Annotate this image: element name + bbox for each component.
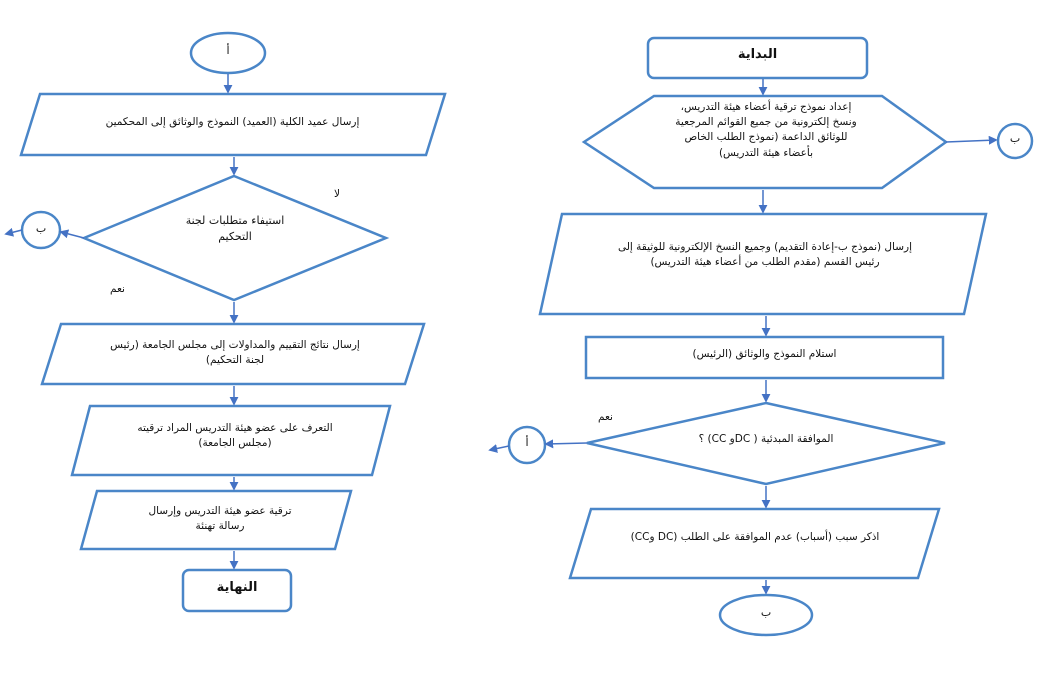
no-label: لا [334, 188, 340, 200]
send-dean-label: إرسال عميد الكلية (العميد) النموذج والوثائق إلى المحكمين [105, 116, 360, 128]
requirements-text [150, 213, 320, 245]
arrow-a-exit [490, 446, 509, 450]
identify-line: (مجلس الجامعة) [198, 437, 272, 450]
send-line: رئيس القسم (مقدم الطلب من أعضاء هيئة التدريس) [650, 256, 880, 269]
end-label: النهاية [216, 580, 258, 595]
arrow-b-exit [6, 230, 22, 234]
send-text [580, 240, 950, 270]
requirements-line: التحكيم [218, 229, 252, 243]
prepare-line: إعداد نموذج ترقية أعضاء هيئة التدريس، [680, 101, 852, 113]
yes-label-right: نعم [598, 411, 613, 423]
promote-line: ترقية عضو هيئة التدريس وإرسال [148, 505, 292, 517]
decision-label: الموافقة المبدئية ( DCو CC) ؟ [698, 433, 834, 445]
identify-line: التعرف على عضو هيئة التدريس المراد ترقيته [137, 422, 333, 434]
yes-label-left: نعم [110, 283, 125, 295]
promote-line: رسالة تهنئة [195, 520, 245, 533]
arrow-decision-b [61, 232, 84, 238]
results-text [55, 338, 415, 368]
receive-label: استلام النموذج والوثائق (الرئيس) [692, 348, 837, 360]
connector-a-left-label: أ [226, 44, 230, 57]
connector-b-left-label: ب [35, 222, 47, 235]
promote-text [95, 504, 345, 534]
prepare-line: بأعضاء هيئة التدريس) [718, 146, 814, 159]
connector-a-right-label: أ [525, 436, 529, 449]
connector-b-top-label: ب [1009, 132, 1021, 145]
requirements-line: استيفاء متطلبات لجنة [185, 214, 285, 227]
start-label: البداية [737, 47, 778, 62]
prepare-text [630, 100, 902, 161]
prepare-line: ونسخ إلكترونية من جميع القوائم المرجعية [675, 116, 857, 129]
results-line: إرسال نتائج التقييم والمداولات إلى مجلس الجامعة (رئيس [110, 339, 360, 351]
identify-text [90, 421, 380, 451]
arrow-decision-a [546, 443, 587, 444]
prepare-line: للوثائق الداعمة (نموذج الطلب الخاص [684, 131, 848, 144]
arrow-prepare-b [946, 140, 996, 142]
reason-label: اذكر سبب (أسباب) عدم الموافقة على الطلب (DC وCC) [630, 531, 880, 543]
connector-b-bottom-label: ب [760, 606, 772, 619]
results-line: لجنة التحكيم) [205, 354, 265, 367]
send-line: إرسال (نموذج ب-إعادة التقديم) وجميع النسخ الإلكترونية للوثيقة إلى [617, 241, 913, 253]
